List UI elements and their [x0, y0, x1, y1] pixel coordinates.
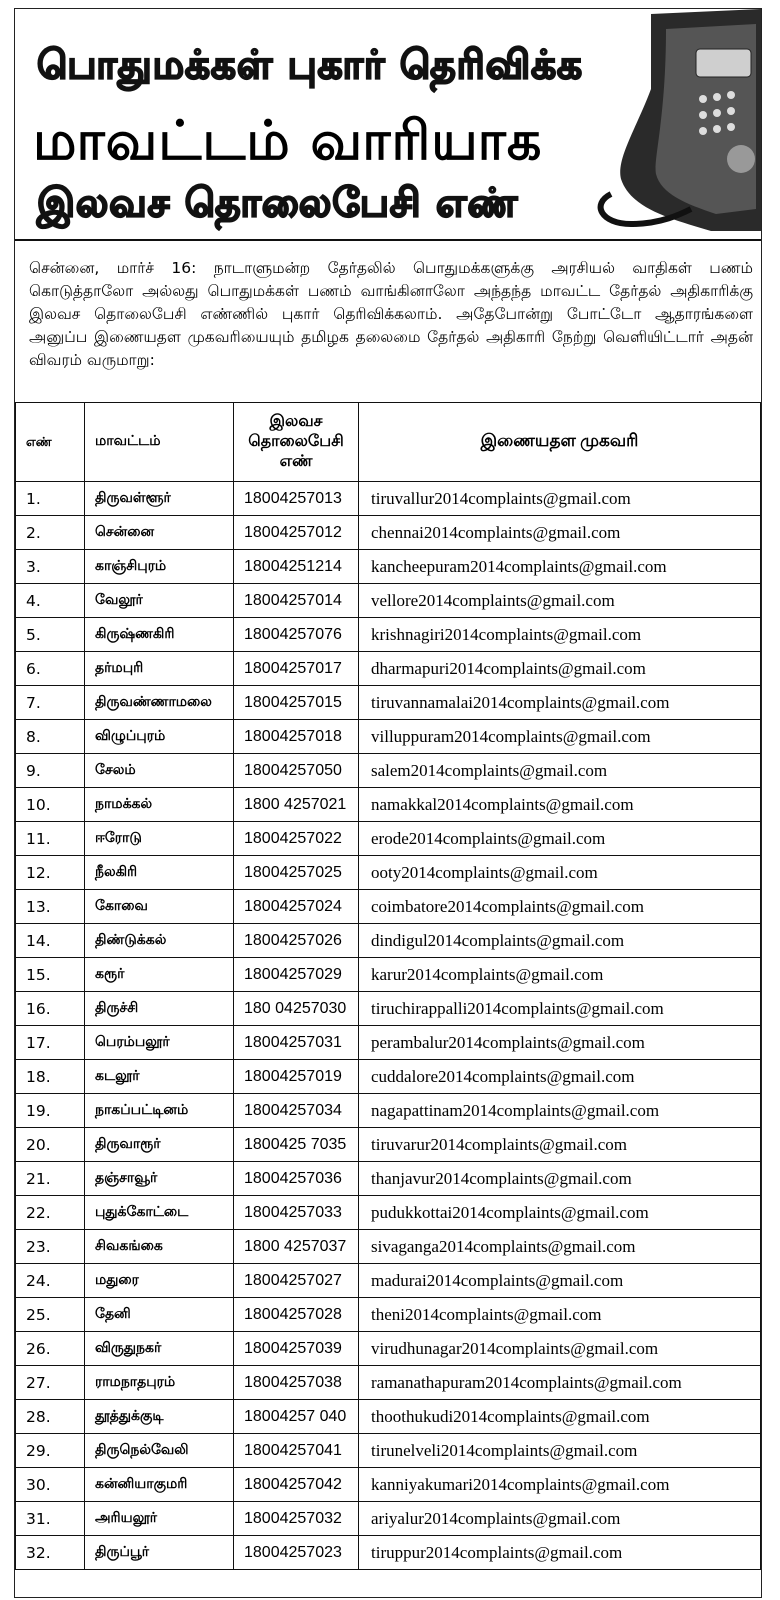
- row-number: 28.: [16, 1400, 85, 1434]
- row-district: புதுக்கோட்டை: [85, 1196, 234, 1230]
- table-row: [16, 1298, 761, 1332]
- row-number: 22.: [16, 1196, 85, 1230]
- row-district: திருநெல்வேலி: [85, 1434, 234, 1468]
- row-district: சேலம்: [85, 754, 234, 788]
- table-row: [16, 1060, 761, 1094]
- row-number: 3.: [16, 550, 85, 584]
- row-district: சிவகங்கை: [85, 1230, 234, 1264]
- row-phone: 18004257033: [234, 1196, 359, 1230]
- headline-line-2: மாவட்டம் வாரியாக: [33, 109, 543, 172]
- row-district: மதுரை: [85, 1264, 234, 1298]
- row-email: kanniyakumari2014complaints@gmail.com: [359, 1468, 761, 1502]
- row-number: 6.: [16, 652, 85, 686]
- row-phone: 18004257015: [234, 686, 359, 720]
- row-phone: 18004257013: [234, 482, 359, 516]
- row-email: ariyalur2014complaints@gmail.com: [359, 1502, 761, 1536]
- table-row: [16, 1026, 761, 1060]
- row-district: ஈரோடு: [85, 822, 234, 856]
- table-row: [16, 1264, 761, 1298]
- row-district: அரியலூர்: [85, 1502, 234, 1536]
- row-email: tiruvannamalai2014complaints@gmail.com: [359, 686, 761, 720]
- row-district: விழுப்புரம்: [85, 720, 234, 754]
- row-email: tiruppur2014complaints@gmail.com: [359, 1536, 761, 1570]
- row-email: namakkal2014complaints@gmail.com: [359, 788, 761, 822]
- row-phone: 1800 4257037: [234, 1230, 359, 1264]
- row-email: theni2014complaints@gmail.com: [359, 1298, 761, 1332]
- row-number: 26.: [16, 1332, 85, 1366]
- table-header-row: [16, 403, 761, 482]
- row-phone: 18004251214: [234, 550, 359, 584]
- row-phone: 18004257023: [234, 1536, 359, 1570]
- row-district: பெரம்பலூர்: [85, 1026, 234, 1060]
- row-email: tirunelveli2014complaints@gmail.com: [359, 1434, 761, 1468]
- row-number: 5.: [16, 618, 85, 652]
- row-email: ramanathapuram2014complaints@gmail.com: [359, 1366, 761, 1400]
- table-row: [16, 1400, 761, 1434]
- row-phone: 1800425 7035: [234, 1128, 359, 1162]
- table-row: [16, 550, 761, 584]
- row-email: thanjavur2014complaints@gmail.com: [359, 1162, 761, 1196]
- row-number: 30.: [16, 1468, 85, 1502]
- row-email: sivaganga2014complaints@gmail.com: [359, 1230, 761, 1264]
- table-row: [16, 652, 761, 686]
- row-phone: 18004257027: [234, 1264, 359, 1298]
- table-row: [16, 1230, 761, 1264]
- table-row: [16, 992, 761, 1026]
- row-district: திருவண்ணாமலை: [85, 686, 234, 720]
- row-phone: 18004257032: [234, 1502, 359, 1536]
- row-number: 15.: [16, 958, 85, 992]
- row-district: கன்னியாகுமரி: [85, 1468, 234, 1502]
- row-phone: 18004257031: [234, 1026, 359, 1060]
- row-phone: 18004257 040: [234, 1400, 359, 1434]
- header-phone: இலவச தொலைபேசி எண்: [234, 403, 359, 482]
- row-email: chennai2014complaints@gmail.com: [359, 516, 761, 550]
- row-phone: 18004257038: [234, 1366, 359, 1400]
- row-email: karur2014complaints@gmail.com: [359, 958, 761, 992]
- row-phone: 18004257012: [234, 516, 359, 550]
- table-row: [16, 516, 761, 550]
- row-district: கிருஷ்ணகிரி: [85, 618, 234, 652]
- row-number: 21.: [16, 1162, 85, 1196]
- table-row: [16, 754, 761, 788]
- row-number: 23.: [16, 1230, 85, 1264]
- table-row: [16, 924, 761, 958]
- row-number: 24.: [16, 1264, 85, 1298]
- row-number: 14.: [16, 924, 85, 958]
- row-district: திருவள்ளூர்: [85, 482, 234, 516]
- table-row: [16, 822, 761, 856]
- row-district: தூத்துக்குடி: [85, 1400, 234, 1434]
- row-number: 2.: [16, 516, 85, 550]
- row-email: krishnagiri2014complaints@gmail.com: [359, 618, 761, 652]
- row-number: 16.: [16, 992, 85, 1026]
- row-district: விருதுநகர்: [85, 1332, 234, 1366]
- table-row: [16, 584, 761, 618]
- row-phone: 18004257034: [234, 1094, 359, 1128]
- row-number: 19.: [16, 1094, 85, 1128]
- row-district: திருப்பூர்: [85, 1536, 234, 1570]
- row-number: 11.: [16, 822, 85, 856]
- row-email: pudukkottai2014complaints@gmail.com: [359, 1196, 761, 1230]
- table-row: [16, 618, 761, 652]
- row-email: dharmapuri2014complaints@gmail.com: [359, 652, 761, 686]
- table-row: [16, 1128, 761, 1162]
- table-row: [16, 1366, 761, 1400]
- row-phone: 18004257017: [234, 652, 359, 686]
- row-email: tiruvarur2014complaints@gmail.com: [359, 1128, 761, 1162]
- row-number: 25.: [16, 1298, 85, 1332]
- row-phone: 18004257042: [234, 1468, 359, 1502]
- headline-line-3: இலவச தொலைபேசி எண்: [37, 181, 519, 226]
- row-phone: 18004257018: [234, 720, 359, 754]
- table-row: [16, 958, 761, 992]
- row-phone: 18004257026: [234, 924, 359, 958]
- row-district: திருவாரூர்: [85, 1128, 234, 1162]
- row-phone: 18004257041: [234, 1434, 359, 1468]
- table-row: [16, 1468, 761, 1502]
- header-number: எண்: [16, 403, 85, 482]
- news-clipping: [14, 8, 762, 1598]
- row-email: thoothukudi2014complaints@gmail.com: [359, 1400, 761, 1434]
- row-email: tiruvallur2014complaints@gmail.com: [359, 482, 761, 516]
- headline-line-1: பொதுமக்கள் புகார் தெரிவிக்க: [37, 43, 584, 88]
- table-row: [16, 856, 761, 890]
- row-number: 32.: [16, 1536, 85, 1570]
- table-row: [16, 1332, 761, 1366]
- table-row: [16, 788, 761, 822]
- row-number: 7.: [16, 686, 85, 720]
- row-phone: 18004257029: [234, 958, 359, 992]
- table-row: [16, 482, 761, 516]
- row-district: கரூர்: [85, 958, 234, 992]
- table-row: [16, 686, 761, 720]
- row-phone: 18004257076: [234, 618, 359, 652]
- row-phone: 18004257025: [234, 856, 359, 890]
- table-row: [16, 1162, 761, 1196]
- row-district: கடலூர்: [85, 1060, 234, 1094]
- row-number: 20.: [16, 1128, 85, 1162]
- row-number: 13.: [16, 890, 85, 924]
- header-email: இணையதள முகவரி: [359, 403, 761, 482]
- table-row: [16, 720, 761, 754]
- row-phone: 1800 4257021: [234, 788, 359, 822]
- row-district: ராமநாதபுரம்: [85, 1366, 234, 1400]
- headline-block: [15, 9, 761, 241]
- row-email: tiruchirappalli2014complaints@gmail.com: [359, 992, 761, 1026]
- row-email: kancheepuram2014complaints@gmail.com: [359, 550, 761, 584]
- table-row: [16, 1094, 761, 1128]
- table-row: [16, 1434, 761, 1468]
- row-phone: 18004257039: [234, 1332, 359, 1366]
- row-phone: 18004257022: [234, 822, 359, 856]
- row-phone: 18004257024: [234, 890, 359, 924]
- row-number: 29.: [16, 1434, 85, 1468]
- row-email: villuppuram2014complaints@gmail.com: [359, 720, 761, 754]
- row-district: காஞ்சிபுரம்: [85, 550, 234, 584]
- row-phone: 18004257014: [234, 584, 359, 618]
- row-number: 4.: [16, 584, 85, 618]
- table-row: [16, 890, 761, 924]
- telephone-icon: [591, 9, 761, 231]
- row-number: 31.: [16, 1502, 85, 1536]
- row-number: 12.: [16, 856, 85, 890]
- row-number: 18.: [16, 1060, 85, 1094]
- table-row: [16, 1502, 761, 1536]
- row-district: நாகப்பட்டினம்: [85, 1094, 234, 1128]
- row-number: 10.: [16, 788, 85, 822]
- row-email: madurai2014complaints@gmail.com: [359, 1264, 761, 1298]
- row-district: திண்டுக்கல்: [85, 924, 234, 958]
- row-number: 27.: [16, 1366, 85, 1400]
- table-row: [16, 1196, 761, 1230]
- row-email: salem2014complaints@gmail.com: [359, 754, 761, 788]
- row-district: கோவை: [85, 890, 234, 924]
- row-phone: 18004257019: [234, 1060, 359, 1094]
- row-number: 17.: [16, 1026, 85, 1060]
- row-district: வேலூர்: [85, 584, 234, 618]
- row-email: vellore2014complaints@gmail.com: [359, 584, 761, 618]
- row-email: coimbatore2014complaints@gmail.com: [359, 890, 761, 924]
- row-district: நீலகிரி: [85, 856, 234, 890]
- intro-paragraph: சென்னை, மார்ச் 16: நாடாளுமன்ற தேர்தலில் பொதுமக்களுக்கு அரசியல் வாதிகள் பணம் கொடுத்தாலோ அல்லது பொதுமக்கள் பணம் வாங்கினாலோ அந்தந்த மாவட்ட தேர்தல் அதிகாரிக்கு இலவச தொலைபேசி எண்ணில் புகார் தெரிவிக்கலாம். அதேபோன்று போட்டோ ஆதாரங்களை அனுப்ப இணையதள முகவரியையும் தமிழக தலைமை தேர்தல் அதிகாரி நேற்று வெளியிட்டார் அதன் விவரம் வருமாறு:: [29, 258, 753, 369]
- row-number: 8.: [16, 720, 85, 754]
- row-phone: 18004257050: [234, 754, 359, 788]
- row-number: 9.: [16, 754, 85, 788]
- row-district: தஞ்சாவூர்: [85, 1162, 234, 1196]
- row-email: dindigul2014complaints@gmail.com: [359, 924, 761, 958]
- row-email: virudhunagar2014complaints@gmail.com: [359, 1332, 761, 1366]
- row-phone: 180 04257030: [234, 992, 359, 1026]
- row-email: perambalur2014complaints@gmail.com: [359, 1026, 761, 1060]
- row-email: cuddalore2014complaints@gmail.com: [359, 1060, 761, 1094]
- row-number: 1.: [16, 482, 85, 516]
- row-district: திருச்சி: [85, 992, 234, 1026]
- row-district: தேனி: [85, 1298, 234, 1332]
- header-district: மாவட்டம்: [85, 403, 234, 482]
- row-district: தர்மபுரி: [85, 652, 234, 686]
- row-district: சென்னை: [85, 516, 234, 550]
- row-email: erode2014complaints@gmail.com: [359, 822, 761, 856]
- row-email: nagapattinam2014complaints@gmail.com: [359, 1094, 761, 1128]
- row-email: ooty2014complaints@gmail.com: [359, 856, 761, 890]
- row-phone: 18004257028: [234, 1298, 359, 1332]
- complaint-table: [15, 402, 761, 1570]
- table-row: [16, 1536, 761, 1570]
- row-district: நாமக்கல்: [85, 788, 234, 822]
- row-phone: 18004257036: [234, 1162, 359, 1196]
